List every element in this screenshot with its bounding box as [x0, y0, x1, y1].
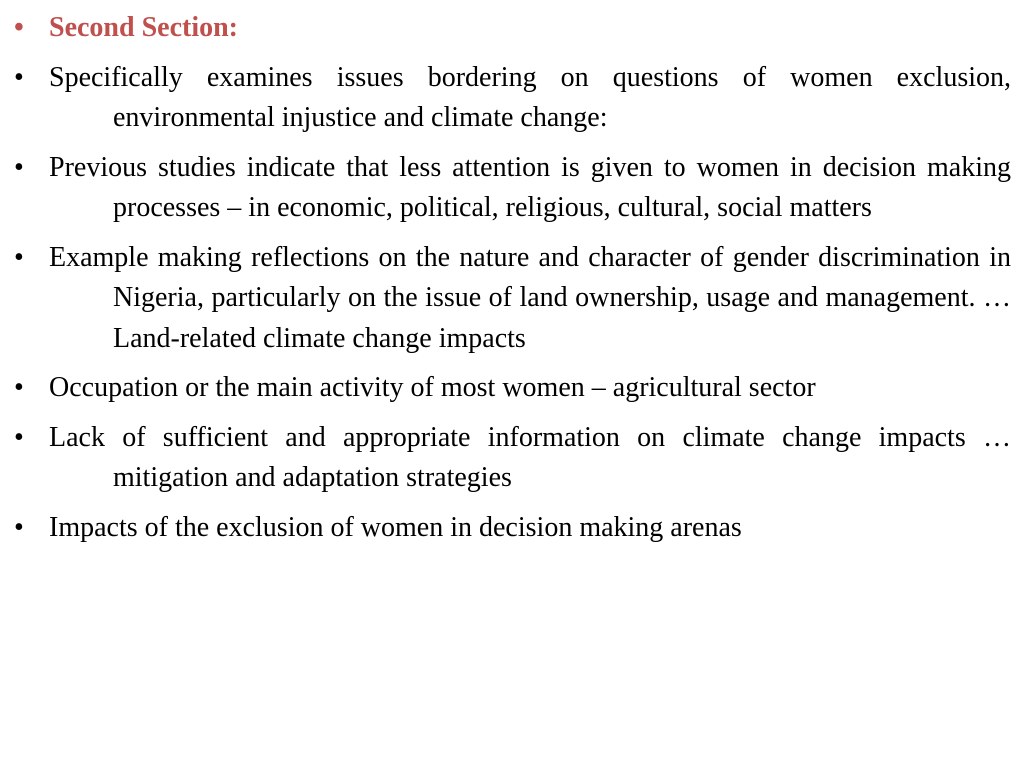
- bullet-icon: •: [14, 372, 24, 403]
- bullet-item: [14, 508, 1011, 549]
- bullet-item: [14, 368, 1011, 409]
- section-heading: [14, 8, 1011, 49]
- bullet-icon: •: [14, 12, 24, 43]
- bullet-text: Previous studies indicate that less attention is given to women in decision making processes – in economic, political, religious, cultural, social matters: [49, 151, 1011, 223]
- bullet-item: [14, 418, 1011, 499]
- bullet-item: [14, 148, 1011, 229]
- bullet-text: Lack of sufficient and appropriate information on climate change impacts … mitigation and adaptation strategies: [49, 421, 1011, 493]
- section-heading-text: Second Section:: [49, 12, 238, 43]
- bullet-text: Impacts of the exclusion of women in decision making arenas: [49, 511, 742, 543]
- bullet-icon: •: [14, 61, 24, 93]
- bullet-icon: •: [14, 511, 24, 543]
- bullet-text: Example making reflections on the nature and character of gender discrimination in Nigeria, particularly on the issue of land ownership, usage and management. … Land-related climate change impacts: [49, 241, 1011, 354]
- bullet-icon: •: [14, 421, 24, 453]
- bullet-text: Occupation or the main activity of most women – agricultural sector: [49, 372, 816, 403]
- bullet-list: [14, 8, 1011, 557]
- bullet-icon: •: [14, 151, 24, 183]
- bullet-icon: •: [14, 241, 24, 273]
- bullet-item: [14, 58, 1011, 139]
- bullet-text: Specifically examines issues bordering on questions of women exclusion, environmental injustice and climate change:: [49, 61, 1011, 133]
- bullet-item: [14, 238, 1011, 360]
